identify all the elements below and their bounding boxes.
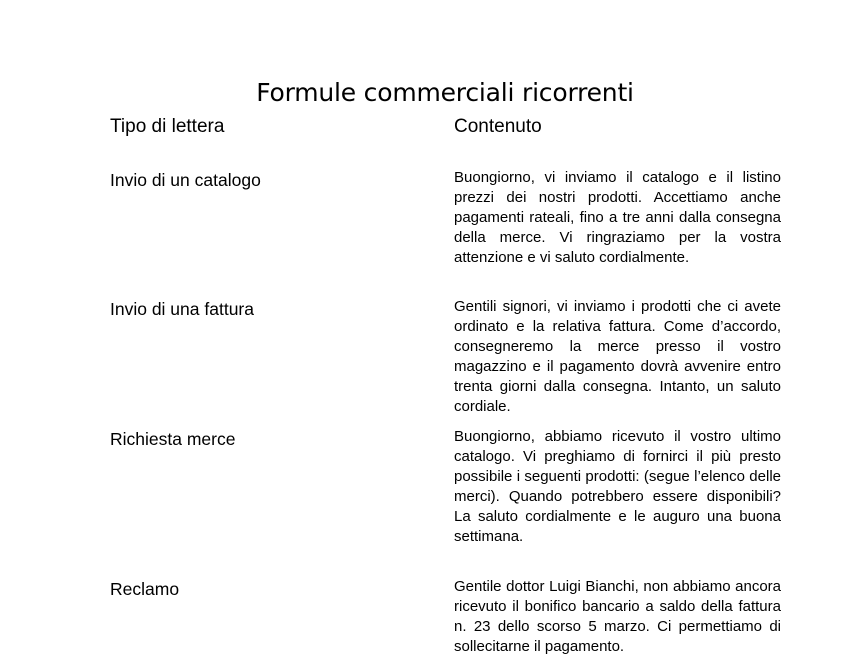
letter-type: Reclamo <box>110 579 180 599</box>
letter-type: Richiesta merce <box>110 429 236 449</box>
letter-content: Buongiorno, vi inviamo il catalogo e il listino prezzi dei nostri prodotti. Accettiamo anche pagamenti rateali, fino a tre anni dalla consegna della merce. Vi ringraziamo per la vostra attenzione e vi saluto cordialmente. <box>454 169 781 266</box>
letter-type: Invio di una fattura <box>110 299 254 319</box>
letter-content: Gentili signori, vi inviamo i prodotti che ci avete ordinato e la relativa fattura. Come d’accordo, consegneremo la merce presso il vostro magazzino e il pagamento dovrà avvenire entro trenta giorni dalla consegna. Intanto, un saluto cordiale. <box>454 298 781 415</box>
letter-content: Gentile dottor Luigi Bianchi, non abbiamo ancora ricevuto il bonifico bancario a saldo della fattura n. 23 dello scorso 5 marzo. Ci permettiamo di sollecitarne il pagamento. <box>454 578 781 655</box>
header-tipo-di-lettera: Tipo di lettera <box>110 116 225 137</box>
letter-content: Buongiorno, abbiamo ricevuto il vostro ultimo catalogo. Vi preghiamo di fornirci il più presto possibile i seguenti prodotti: (segue l’elenco delle merci). Quando potrebbero essere disponibili? La saluto cordialmente e le auguro una buona settimana. <box>454 428 781 545</box>
page-title: Formule commerciali ricorrenti <box>256 78 634 107</box>
header-contenuto: Contenuto <box>454 116 542 137</box>
letter-type: Invio di un catalogo <box>110 170 261 190</box>
